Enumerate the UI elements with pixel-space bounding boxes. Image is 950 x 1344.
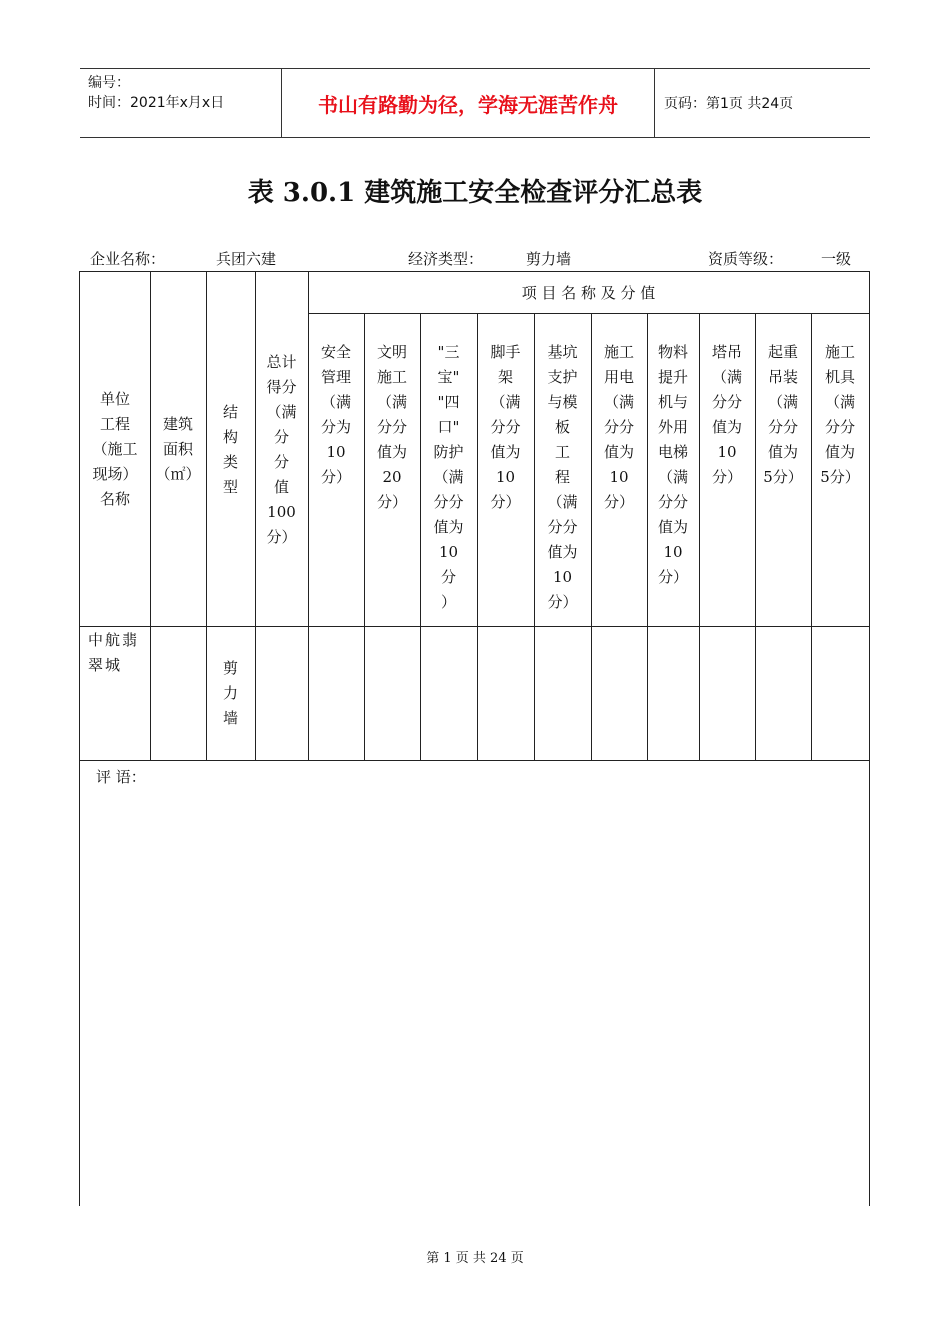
summary-table <box>79 271 870 1206</box>
doc-time: 时间：2021年x月x日 <box>88 95 225 111</box>
col-header-tower-crane: 塔吊 （满 分分 值为 10 分） <box>711 343 742 486</box>
qualification-value: 一级 <box>821 250 852 268</box>
row-project-name: 中航翡 翠城 <box>88 631 140 674</box>
group-header: 项 目 名 称 及 分 值 <box>521 284 656 302</box>
qualification-label: 资质等级： <box>708 250 784 268</box>
col-header-safety-mgmt: 安全 管理 （满 分为 10 分） <box>320 343 351 486</box>
header-page-info: 页码：第1页 共24页 <box>664 96 794 112</box>
col-header-electricity: 施工 用电 （满 分分 值为 10 分） <box>603 343 634 511</box>
col-header-structure: 结 构 类 型 <box>222 403 238 496</box>
col-header-three-treasures: "三 宝" "四 口" 防护 （满 分分 值为 10 分 ） <box>433 343 464 611</box>
col-header-lifting: 起重 吊装 （满 分分 值为 5分） <box>763 343 803 486</box>
col-header-total: 总计 得分 （满 分 分 值 100 分） <box>266 353 297 546</box>
header-motto: 书山有路勤为径，学海无涯苦作舟 <box>282 69 655 137</box>
col-header-area: 建筑 面积 （㎡） <box>155 415 201 483</box>
econ-type-label: 经济类型： <box>408 250 484 268</box>
col-header-machinery: 施工 机具 （满 分分 值为 5分） <box>820 343 860 486</box>
header-meta <box>80 69 282 137</box>
company-label: 企业名称： <box>90 250 166 268</box>
econ-type-value: 剪力墙 <box>526 250 572 268</box>
page-footer: 第 1 页 共 24 页 <box>426 1251 524 1266</box>
doc-number-label: 编号： <box>88 75 130 91</box>
col-header-foundation-pit: 基坑 支护 与模 板 工 程 （满 分分 值为 10 分） <box>547 343 578 611</box>
col-header-unit: 单位 工程 （施工 现场） 名称 <box>92 390 138 508</box>
comments-label: 评 语： <box>96 768 146 786</box>
col-header-material-hoist: 物料 提升 机与 外用 电梯 （满 分分 值为 10 分） <box>657 343 688 586</box>
row-structure-type: 剪 力 墙 <box>222 659 238 727</box>
col-header-civilized-construction: 文明 施工 （满 分分 值为 20 分） <box>376 343 407 511</box>
company-value: 兵团六建 <box>216 250 277 268</box>
col-header-scaffolding: 脚手 架 （满 分分 值为 10 分） <box>490 343 521 511</box>
document-title: 表 3.0.1 建筑施工安全检查评分汇总表 <box>247 178 703 208</box>
page-header <box>80 68 870 138</box>
